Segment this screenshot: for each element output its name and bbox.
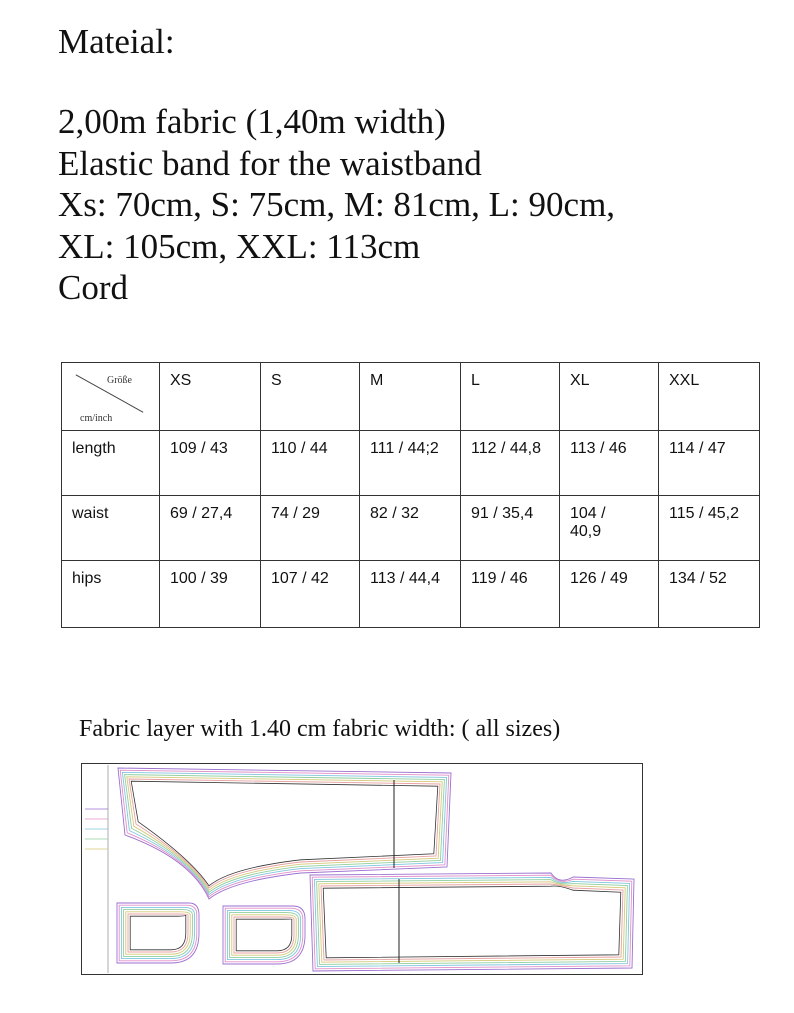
table-cell: 113 / 46 bbox=[560, 431, 659, 496]
material-line-elastic-sizes-2: XL: 105cm, XXL: 113cm bbox=[58, 226, 421, 266]
material-line-fabric: 2,00m fabric (1,40m width) bbox=[58, 102, 446, 141]
corner-label-size: Größe bbox=[107, 375, 132, 386]
table-cell: 74 / 29 bbox=[261, 496, 360, 561]
table-cell: 107 / 42 bbox=[261, 561, 360, 628]
table-cell: 114 / 47 bbox=[659, 431, 760, 496]
material-line-elastic-sizes-1: Xs: 70cm, S: 75cm, M: 81cm, L: 90cm, bbox=[58, 185, 616, 224]
row-label-hips: hips bbox=[62, 561, 160, 628]
table-cell: 100 / 39 bbox=[160, 561, 261, 628]
table-cell: 82 / 32 bbox=[360, 496, 461, 561]
table-cell: 111 / 44;2 bbox=[360, 431, 461, 496]
size-table-corner bbox=[62, 363, 160, 431]
size-table bbox=[61, 362, 760, 628]
table-cell: 91 / 35,4 bbox=[461, 496, 560, 561]
table-cell: 109 / 43 bbox=[160, 431, 261, 496]
table-cell: 104 / 40,9 bbox=[560, 496, 659, 561]
table-row-length bbox=[62, 431, 760, 496]
fabric-layout-diagram bbox=[81, 763, 643, 975]
size-header-s: S bbox=[261, 363, 360, 431]
table-cell: 126 / 49 bbox=[560, 561, 659, 628]
table-cell: 119 / 46 bbox=[461, 561, 560, 628]
table-cell: 112 / 44,8 bbox=[461, 431, 560, 496]
material-line-elastic: Elastic band for the waistband bbox=[58, 143, 482, 183]
material-list bbox=[58, 101, 615, 309]
size-header-l: L bbox=[461, 363, 560, 431]
material-heading: Mateial: bbox=[58, 22, 175, 61]
size-header-xs: XS bbox=[160, 363, 261, 431]
layout-caption: Fabric layer with 1.40 cm fabric width: ( all sizes) bbox=[79, 716, 561, 742]
corner-label-unit: cm/inch bbox=[80, 413, 113, 424]
size-header-m: M bbox=[360, 363, 461, 431]
material-line-cord: Cord bbox=[58, 268, 128, 307]
size-header-xl: XL bbox=[560, 363, 659, 431]
size-header-xxl: XXL bbox=[659, 363, 760, 431]
table-cell: 134 / 52 bbox=[659, 561, 760, 628]
row-label-waist: waist bbox=[62, 496, 160, 561]
size-header-row bbox=[62, 363, 760, 431]
table-cell: 69 / 27,4 bbox=[160, 496, 261, 561]
table-cell: 113 / 44,4 bbox=[360, 561, 461, 628]
table-row-waist bbox=[62, 496, 760, 561]
table-row-hips bbox=[62, 561, 760, 628]
table-cell: 110 / 44 bbox=[261, 431, 360, 496]
table-cell: 115 / 45,2 bbox=[659, 496, 760, 561]
row-label-length: length bbox=[62, 431, 160, 496]
fabric-border bbox=[82, 764, 643, 975]
